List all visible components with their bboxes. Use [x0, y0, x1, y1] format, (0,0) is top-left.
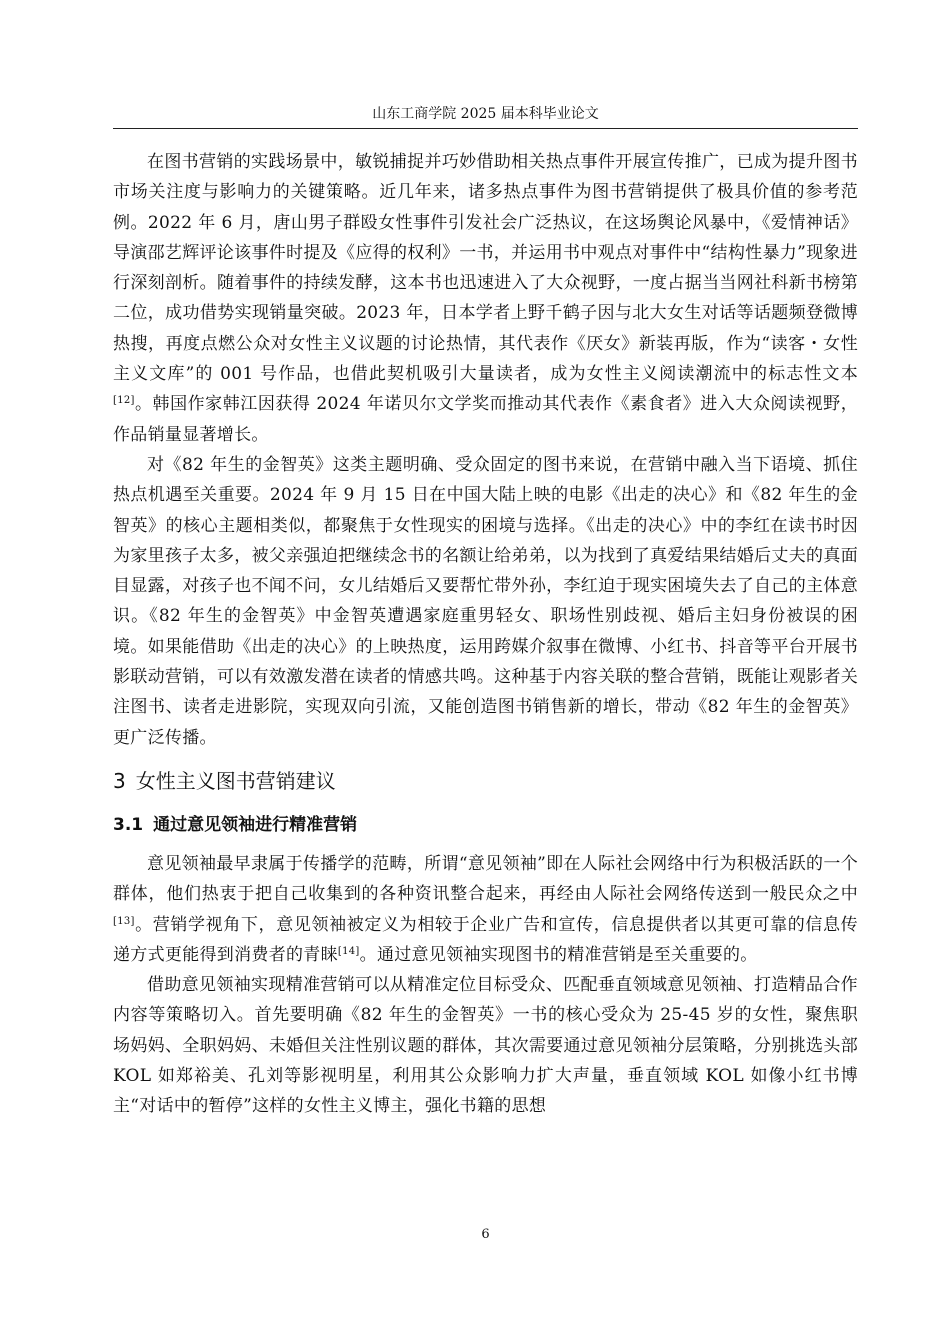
subsection-number: 3.1: [113, 814, 144, 835]
paragraph-opinion-leader-definition: [113, 849, 858, 970]
paragraph-film-crossover: 对《82 年生的金智英》这类主题明确、受众固定的图书来说，在营销中融入当下语境、抓住热点机遇至关重要。2024 年 9 月 15 日在中国大陆上映的电影《出走的决心》和《82 年生的金智英》的核心主题相类似，都聚焦于女性现实的困境与选择。《出走的决心》中的李红在读书时因为家里孩子太多，被父亲强迫把继续念书的名额让给弟弟，以为找到了真爱结果结婚后丈夫的真面目显露，对孩子也不闻不问，女儿结婚后又要帮忙带外孙，李红迫于现实困境失去了自己的主体意识。《82 年生的金智英》中金智英遭遇家庭重男轻女、职场性别歧视、婚后主妇身份被误的困境。如果能借助《出走的决心》的上映热度，运用跨媒介叙事在微博、小红书、抖音等平台开展书影联动营销，可以有效激发潜在读者的情感共鸣。这种基于内容关联的整合营销，既能让观影者关注图书、读者走进影院，实现双向引流，又能创造图书销售新的增长，带动《82 年生的金智英》更广泛传播。: [113, 454, 858, 748]
document-body: [113, 147, 858, 1122]
subsection-heading-3-1: [113, 805, 858, 845]
paragraph-text: 。通过意见领袖实现图书的精准营销是至关重要的。: [359, 944, 758, 965]
section-heading-3: [113, 761, 858, 801]
header-divider: [113, 128, 858, 129]
subsection-title: 通过意见领袖进行精准营销: [153, 814, 358, 835]
citation-ref: [12]: [113, 395, 135, 407]
citation-ref: [13]: [113, 915, 135, 927]
citation-ref: [14]: [337, 945, 360, 957]
paragraph-text: 。营销学视角下，意见领袖被定义为相较于企业广告和宣传，信息提供者以其更可靠的信息传递方式更能得到消费者的青睐: [113, 914, 858, 965]
paragraph-hotspot-marketing: [113, 147, 858, 450]
page-number: 6: [481, 1227, 490, 1242]
running-header: 山东工商学院 2025 届本科毕业论文: [372, 106, 599, 122]
paragraph-kol-strategy: 借助意见领袖实现精准营销可以从精准定位目标受众、匹配垂直领域意见领袖、打造精品合作内容等策略切入。首先要明确《82 年生的金智英》一书的核心受众为 25-45 岁的女性，聚焦职场妈妈、全职妈妈、未婚但关注性别议题的群体，其次需要通过意见领袖分层策略，分别挑选头部 KOL 如郑裕美、孔刘等影视明星，利用其公众影响力扩大声量，垂直领域 KOL 如像小红书博主“对话中的暂停”这样的女性主义博主，强化书籍的思想: [113, 975, 858, 1117]
section-title: 女性主义图书营销建议: [135, 768, 336, 793]
paragraph-text: 意见领袖最早隶属于传播学的范畴，所谓“意见领袖”即在人际社会网络中行为积极活跃的一个群体，他们热衷于把自己收集到的各种资讯整合起来，再经由人际社会网络传送到一般民众之中: [113, 853, 858, 905]
paragraph-text: 在图书营销的实践场景中，敏锐捕捉并巧妙借助相关热点事件开展宣传推广，已成为提升图书市场关注度与影响力的关键策略。近几年来，诸多热点事件为图书营销提供了极具价值的参考范例。2022 年 6 月，唐山男子群殴女性事件引发社会广泛热议，在这场舆论风暴中，《爱情神话》导演邵艺辉评论该事件时提及《应得的权利》一书，并运用书中观点对事件中“结构性暴力”现象进行深刻剖析。随着事件的持续发酵，这本书也迅速进入了大众视野，一度占据当当网社科新书榜第二位，成功借势实现销量突破。2023 年，日本学者上野千鹤子因与北大女生对话等话题频登微博热搜，再度点燃公众对女性主义议题的讨论热情，其代表作《厌女》新装再版，作为“读客・女性主义文库”的 001 号作品，也借此契机吸引大量读者，成为女性主义阅读潮流中的标志性文本: [113, 152, 858, 385]
section-number: 3: [113, 768, 126, 793]
paragraph-text: 。韩国作家韩江因获得 2024 年诺贝尔文学奖而推动其代表作《素食者》进入大众阅读视野，作品销量显著增长。: [113, 394, 858, 445]
